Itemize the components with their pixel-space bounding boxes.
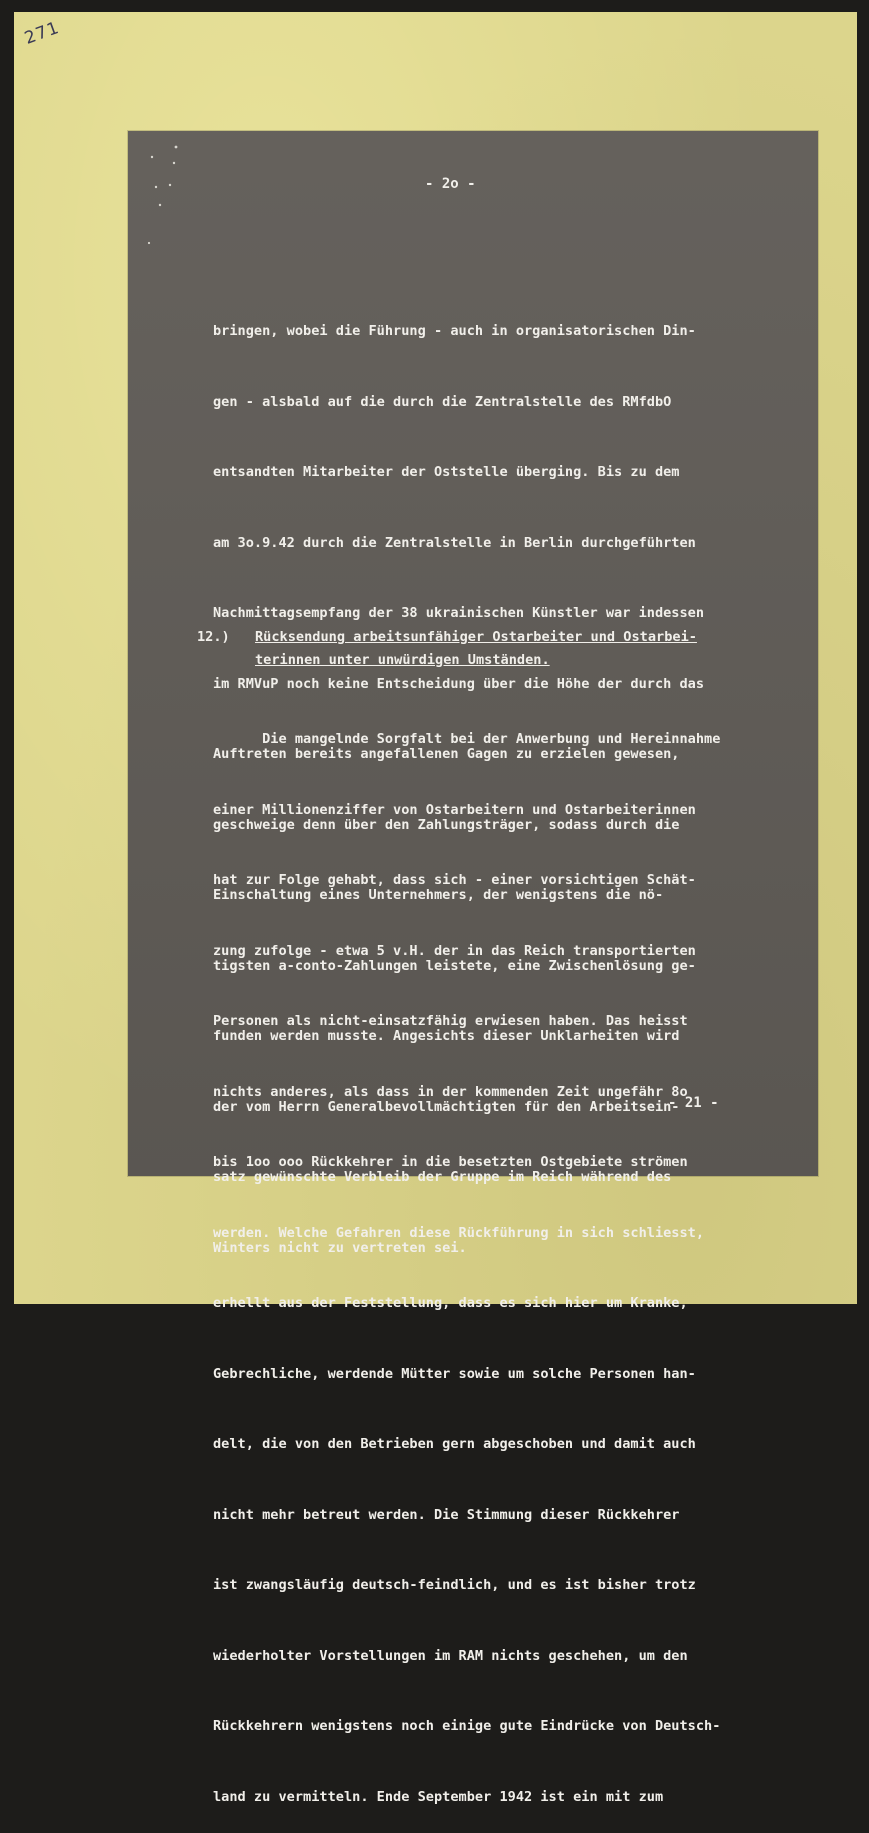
text-line: Winters nicht zu vertreten sei. xyxy=(213,1239,467,1256)
text-line: Gebrechliche, werdende Mütter sowie um solche Personen han- xyxy=(213,1365,696,1382)
punch-marks xyxy=(140,135,190,255)
text-line: bis 1oo ooo Rückkehrer in die besetzten Ostgebiete strömen xyxy=(213,1154,688,1170)
text-line: tigsten a-conto-Zahlungen leistete, eine Zwischenlösung ge- xyxy=(213,957,696,974)
text-line: Die mangelnde Sorgfalt bei der Anwerbung und Hereinnahme xyxy=(213,731,721,747)
next-page-marker: - 21 - xyxy=(668,1095,719,1111)
text-line: hat zur Folge gehabt, dass sich - einer vorsichtigen Schät- xyxy=(213,872,696,888)
mark-dot xyxy=(151,156,153,158)
text-line: funden werden musste. Angesichts dieser Unklarheiten wird xyxy=(213,1028,680,1044)
text-line: ist zwangsläufig deutsch-feindlich, und es ist bisher trotz xyxy=(213,1577,696,1593)
section-heading: Rücksendung arbeitsunfähiger Ostarbeiter und Ostarbei- xyxy=(255,629,697,645)
paragraph-2 xyxy=(213,681,720,1833)
text-line: geschweige denn über den Zahlungsträger, sodass durch die xyxy=(213,816,680,833)
mark-dot xyxy=(173,162,175,164)
text-line: delt, die von den Betrieben gern abgeschoben und damit auch xyxy=(213,1436,696,1452)
text-line: werden. Welche Gefahren diese Rückführung in sich schliesst, xyxy=(213,1224,705,1241)
mark-dot xyxy=(159,204,161,206)
text-line: nichts anderes, als dass in der kommenden Zeit ungefähr 8o xyxy=(213,1083,688,1100)
mark-dot xyxy=(169,184,171,186)
text-line: einer Millionenziffer von Ostarbeitern und Ostarbeiterinnen xyxy=(213,801,696,818)
section-number: 12.) xyxy=(197,629,230,645)
text-line: bringen, wobei die Führung - auch in organisatorischen Din- xyxy=(213,323,696,339)
text-line: gen - alsbald auf die durch die Zentralstelle des RMfdbO xyxy=(213,393,672,410)
text-line: am 3o.9.42 durch die Zentralstelle in Berlin durchgeführten xyxy=(213,534,696,551)
text-line: Rückkehrern wenigstens noch einige gute Eindrücke von Deutsch- xyxy=(213,1718,721,1734)
text-line: satz gewünschte Verbleib der Gruppe im Reich während des xyxy=(213,1169,672,1185)
text-line: entsandten Mitarbeiter der Oststelle überging. Bis zu dem xyxy=(213,464,680,480)
text-line: Personen als nicht-einsatzfähig erwiesen haben. Das heisst xyxy=(213,1013,688,1029)
mark-dot xyxy=(148,242,150,244)
page-number: - 2o - xyxy=(425,176,476,192)
text-line: zung zufolge - etwa 5 v.H. der in das Reich transportierten xyxy=(213,942,696,959)
section-heading-continued: terinnen unter unwürdigen Umständen. xyxy=(255,652,550,668)
text-line: land zu vermitteln. Ende September 1942 ist ein mit zum xyxy=(213,1788,664,1805)
text-line: Auftreten bereits angefallenen Gagen zu erzielen gewesen, xyxy=(213,746,680,762)
mark-dot xyxy=(175,146,178,149)
text-line: Einschaltung eines Unternehmers, der wenigstens die nö- xyxy=(213,887,664,903)
text-line: erhellt aus der Feststellung, dass es sich hier um Kranke, xyxy=(213,1295,688,1311)
text-line: wiederholter Vorstellungen im RAM nichts geschehen, um den xyxy=(213,1647,688,1664)
folio-number: 271 xyxy=(22,17,63,49)
text-line: im RMVuP noch keine Entscheidung über die Höhe der durch das xyxy=(213,675,705,692)
text-line: Nachmittagsempfang der 38 ukrainischen Künstler war indessen xyxy=(213,605,705,621)
text-line: nicht mehr betreut werden. Die Stimmung dieser Rückkehrer xyxy=(213,1506,680,1523)
text-line: der vom Herrn Generalbevollmächtigten für den Arbeitsein- xyxy=(213,1098,680,1115)
mark-dot xyxy=(155,186,157,188)
